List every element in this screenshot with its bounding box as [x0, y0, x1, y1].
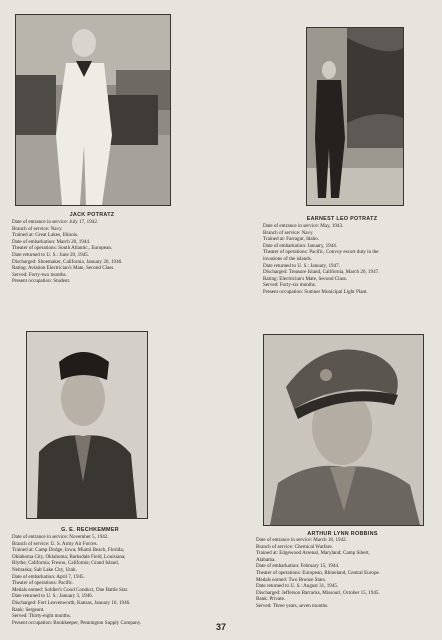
bio-line: Branch of service: Navy. — [263, 229, 314, 236]
bio-line: Date of embarkation: March 20, 1944. — [12, 238, 91, 245]
bio-line: Nebraska; Salt Lake City, Utah. — [12, 566, 77, 573]
bio-line: Alabama. — [256, 556, 276, 563]
bio-line: Rating: Aviation Electrician's Mate, Second Class. — [12, 265, 115, 272]
name-g-e-rechkemmer: G. E. RECHKEMMER — [61, 527, 119, 533]
bio-line: Trained at: Great Lakes, Illinois. — [12, 232, 79, 239]
bio-line: Date of entrance in service: March 18, 1942. — [256, 537, 347, 543]
photo-g-e-rechkemmer — [26, 331, 148, 519]
bio-arthur-lynn-robbins — [256, 537, 380, 610]
bio-line: Date returned to U. S.: August 31, 1945. — [256, 583, 339, 590]
bio-line: Served: Three years, seven months. — [256, 602, 329, 609]
name-arthur-lynn-robbins: ARTHUR LYNN ROBBINS — [307, 531, 378, 537]
bio-line: Theater of operations: Pacific. — [12, 580, 74, 587]
bio-line: Date of embarkation: April 7, 1945. — [12, 573, 85, 580]
bio-line: Oklahoma City, Oklahoma; Barksdale Field, Louisiana; — [12, 553, 126, 560]
photo-jack-potratz — [15, 14, 171, 206]
bio-g-e-rechkemmer — [12, 534, 141, 626]
bio-line: Theater of operations: European, Rhineland, Central Europe. — [256, 569, 381, 576]
bio-line: Served: Thirty-eight months. — [12, 613, 71, 620]
bio-line: Present occupation: Student. — [12, 278, 71, 285]
bio-line: Trained at: Edgewood Arsenal, Maryland; Camp Sibert, — [256, 550, 370, 557]
bio-line: Theater of operations: Pacific, Convoy escort duty in the — [263, 249, 379, 256]
bio-earnest-leo-potratz — [263, 223, 379, 296]
page-number: 37 — [215, 622, 226, 632]
bio-line: Served: Forty-two months. — [12, 271, 67, 278]
name-earnest-leo-potratz: EARNEST LEO POTRATZ — [306, 216, 378, 222]
bio-line: Rank: Sergeant. — [12, 606, 45, 613]
bio-line: Rating: Electrician's Mate, Second Class. — [263, 275, 348, 282]
bio-line: Date of entrance in service: July 17, 1942. — [12, 219, 99, 225]
bio-line: Branch of service: Navy. — [12, 225, 63, 232]
bio-line: Trained at: Camp Dodge, Iowa; Miami Beach, Florida; — [12, 547, 124, 554]
bio-line: Discharged: Jefferson Barracks, Missouri, October 15, 1945. — [256, 589, 380, 596]
bio-line: Date returned to U. S.: June 20, 1945. — [12, 251, 90, 258]
bio-line: Present occupation: Sumner Municipal Light Plant. — [263, 288, 368, 295]
bio-line: Branch of service: U. S. Army Air Forces. — [12, 540, 98, 547]
bio-line: Discharged: Fort Leavenworth, Kansas, January 10, 1946. — [12, 599, 131, 606]
bio-line: Date of embarkation: February 15, 1944. — [256, 563, 340, 570]
bio-line: Date returned to U. S.: January, 1947. — [263, 262, 340, 269]
bio-line: Medals earned: Two Bronze Stars. — [256, 576, 327, 583]
photo-arthur-lynn-robbins — [263, 334, 424, 526]
bio-line: Trained at: Farragut, Idaho. — [263, 236, 319, 243]
bio-line: Discharged: Shoemaker, California, January 20, 1946. — [12, 258, 123, 265]
bio-line: Date of entrance in service: November 5, 1942. — [12, 534, 109, 540]
bio-line: Theater of operations: South Atlantic., European. — [12, 245, 113, 252]
bio-line: invasions of the islands. — [263, 255, 312, 262]
bio-line: Present occupation: Bookkeeper, Pennington Supply Company. — [12, 619, 142, 626]
bio-line: Branch of service: Chemical Warfare. — [256, 543, 333, 550]
bio-line: Date of entrance in service: May, 1943. — [263, 223, 344, 229]
name-jack-potratz: JACK POTRATZ — [69, 212, 115, 218]
bio-line: Medals earned: Soldier's Good Conduct, One Battle Star. — [12, 586, 129, 593]
bio-line: Date of embarkation: January, 1944. — [263, 242, 338, 249]
bio-line: Discharged: Treasure Island, California, March 26, 1947. — [263, 269, 380, 276]
bio-line: Rank: Private. — [256, 596, 286, 603]
bio-line: Blythe, California; Fresno, California; Grand Island, — [12, 560, 119, 567]
bio-jack-potratz — [12, 219, 122, 285]
bio-line: Date returned to U. S.: January 3, 1946. — [12, 593, 94, 600]
photo-earnest-leo-potratz — [306, 27, 404, 206]
bio-line: Served: Forty-six months. — [263, 282, 317, 289]
